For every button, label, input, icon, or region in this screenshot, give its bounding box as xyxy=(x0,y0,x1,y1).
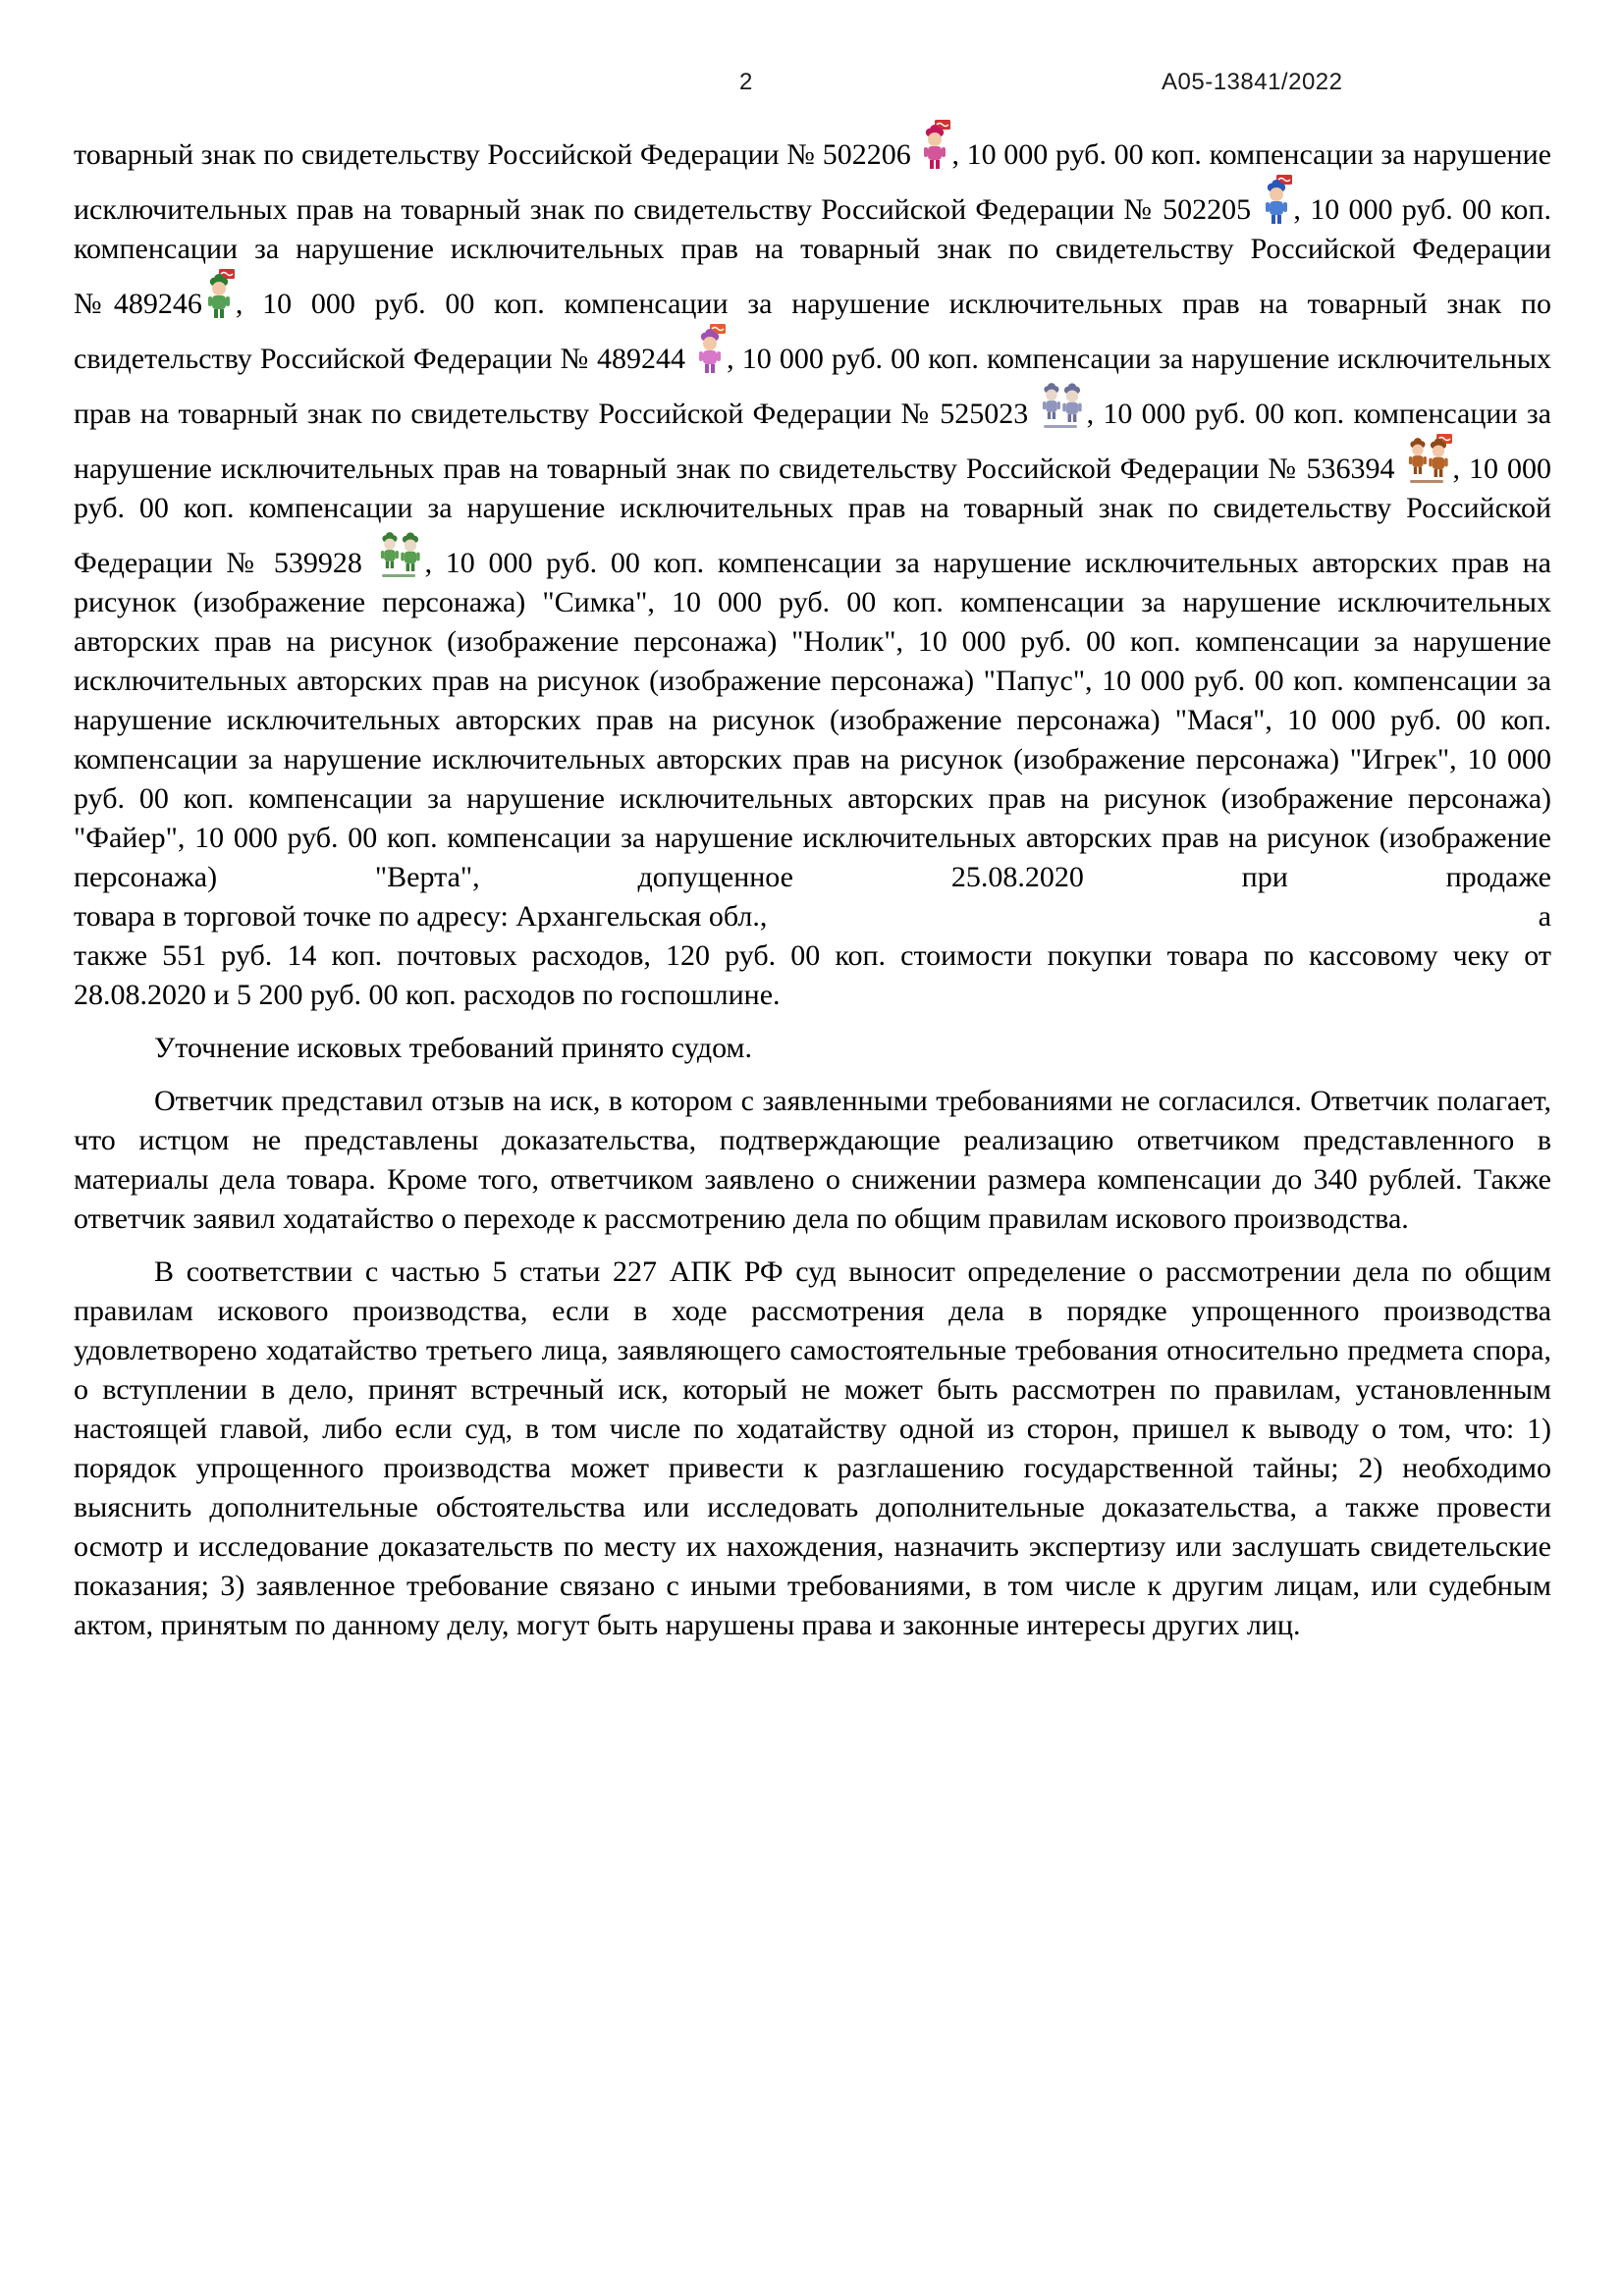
trademark-536394-fire-image xyxy=(1404,434,1453,485)
paragraph-costs: также 551 руб. 14 коп. почтовых расходов, 120 руб. 00 коп. стоимости покупки товара по кассовому чеку от 28.08.2020 и 5 200 руб. 00 коп. расходов по госпошлине. xyxy=(74,939,1551,1011)
claims-text-segment: , 10 000 руб. 00 коп. компенсации за нарушение исключительных прав на товарный знак по свидетельству Российской Федерации № 536394 xyxy=(74,398,1552,485)
paragraph-apk-227: В соответствии с частью 5 статьи 227 АПК РФ суд выносит определение о рассмотрении дела по общим правилам искового производства, если в ходе рассмотрения дела в порядке упрощенного производства удовлетворено ходатайство третьего лица, заявляющего самостоятельные требования относительно предмета спора, о вступлении в дело, принят встречный иск, который не может быть рассмотрен по правилам, установленным настоящей главой, либо если суд, в том числе по ходатайству одной из сторон, пришел к выводу о том, что: 1) порядок упрощенного производства может привести к разглашению государственной тайны; 2) необходимо выяснить дополнительные обстоятельства или исследовать дополнительные доказательства, а также провести осмотр и исследование доказательств по месту их нахождения, назначить экспертизу или заслушать свидетельские показания; 3) заявленное требование связано с иными требованиями, в том числе к другим лицам, или судебным актом, принятым по данному делу, могут быть нарушены права и законные интересы других лиц. xyxy=(74,1255,1551,1641)
paragraph-claims xyxy=(74,120,1551,897)
claims-text-segment: , 10 000 руб. 00 коп. компенсации за нарушение исключительных прав на товарный знак по свидетельству Российской Федерации №489246 xyxy=(74,193,1551,320)
trademark-525023-image xyxy=(1038,379,1087,430)
trademark-489244-masya-image xyxy=(693,324,727,375)
claims-text-segment: , 10 000 руб. 00 коп. компенсации за нарушение исключительных прав на товарный знак по свидетельству Российской Федерации № 539928 xyxy=(74,453,1551,579)
trademark-539928-verta-image xyxy=(376,528,425,579)
address-line xyxy=(74,897,1551,936)
claims-text-segment: , 10 000 руб. 00 коп. компенсации за нарушение исключительных прав на товарный знак по свидетельству Российской Федерации № 525023 xyxy=(74,343,1551,430)
claims-text-segment: , 10 000 руб. 00 коп. компенсации за нарушение исключительных авторских прав на рисунок (изображение персонажа) "Симка", 10 000 руб. 00 коп. компенсации за нарушение исключительных авторских прав на рисунок (изображение персонажа) "Нолик", 10 000 руб. 00 коп. компенсации за нарушение исключительных авторских прав на рисунок (изображение персонажа) "Папус", 10 000 руб. 00 коп. компенсации за нарушение исключительных авторских прав на рисунок (изображение персонажа) "Мася", 10 000 руб. 00 коп. компенсации за нарушение исключительных авторских прав на рисунок (изображение персонажа) "Игрек", 10 000 руб. 00 коп. компенсации за нарушение исключительных авторских прав на рисунок (изображение персонажа) "Файер", 10 000 руб. 00 коп. компенсации за нарушение исключительных авторских прав на рисунок (изображение персонажа) "Верта", допущенное 25.08.2020 при продаже xyxy=(74,547,1551,893)
paragraph-defendant-response: Ответчик представил отзыв на иск, в котором с заявленными требованиями не согласился. Ответчик полагает, что истцом не представлены доказательства, подтверждающие реализацию ответчиком представленного в материалы дела товара. Кроме того, ответчиком заявлено о снижении размера компенсации до 340 рублей. Также ответчик заявил ходатайство о переходе к рассмотрению дела по общим правилам искового производства. xyxy=(74,1085,1551,1235)
page-number: 2 xyxy=(739,69,753,95)
address-line-left: товара в торговой точке по адресу: Архангельская обл., xyxy=(74,900,768,933)
case-number: А05-13841/2022 xyxy=(1162,69,1343,95)
page-header xyxy=(74,69,1551,112)
paragraph-clarification: Уточнение исковых требований принято судом. xyxy=(154,1032,752,1064)
address-line-right: а xyxy=(1538,900,1551,933)
document-body xyxy=(74,120,1551,1645)
claims-text-segment: товарный знак по свидетельству Российской Федерации № 502206 xyxy=(74,138,919,171)
trademark-502205-nolik-image xyxy=(1260,175,1293,226)
claims-text-segment: , 10 000 руб. 00 коп. компенсации за нарушение исключительных прав на товарный знак по свидетельству Российской Федерации № 502205 xyxy=(74,138,1551,226)
trademark-489246-papus-image xyxy=(202,269,236,320)
trademark-502206-simka-image xyxy=(918,120,951,171)
claims-text-segment: , 10 000 руб. 00 коп. компенсации за нарушение исключительных прав на товарный знак по свидетельству Российской Федерации № 489244 xyxy=(74,288,1551,375)
